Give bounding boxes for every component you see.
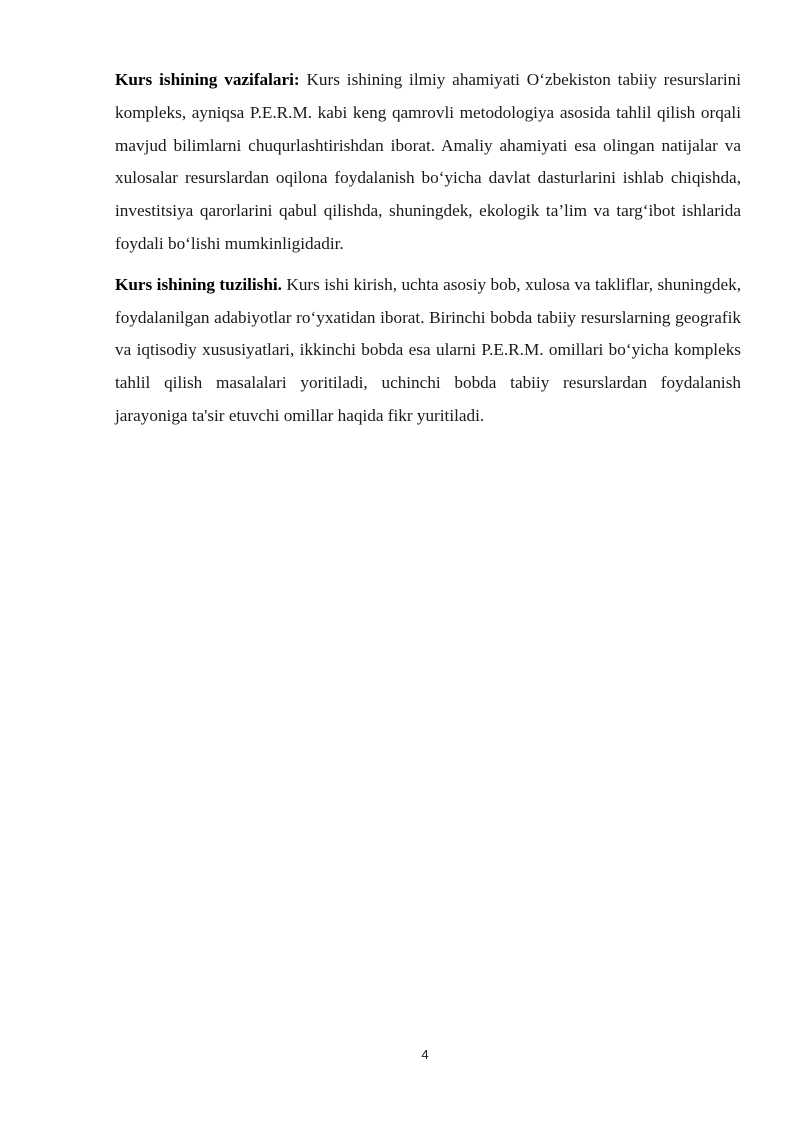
paragraph-heading-tasks: Kurs ishining vazifalari:: [115, 70, 300, 89]
paragraph-text-tasks: Kurs ishining ilmiy ahamiyati O‘zbekiston tabiiy resurslarini kompleks, ayniqsa P.E.R.M. kabi keng qamrovli metodologiya asosida tahlil qilish orqali mavjud bilimlarni chuqurlashtirishdan iborat. Amaliy ahamiyati esa olingan natijalar va xulosalar resurslardan oqilona foydalanish bo‘yicha davlat dasturlarini ishlab chiqishda, investitsiya qarorlarini qabul qilishda, shuningdek, ekologik ta’lim va targ‘ibot ishlarida foydali bo‘lishi mumkinligidadir.: [115, 70, 741, 253]
paragraph-tasks: [115, 64, 741, 261]
paragraph-text-structure: Kurs ishi kirish, uchta asosiy bob, xulosa va takliflar, shuningdek, foydalanilgan adabiyotlar ro‘yxatidan iborat. Birinchi bobda tabiiy resurslarning geografik va iqtisodiy xususiyatlari, ikkinchi bobda esa ularni P.E.R.M. omillari bo‘yicha kompleks tahlil qilish masalalari yoritiladi, uchinchi bobda tabiiy resurslardan foydalanish jarayoniga ta'sir etuvchi omillar haqida fikr yuritiladi.: [115, 274, 741, 425]
page-number: 4: [421, 1047, 429, 1062]
document-body: [115, 64, 741, 433]
paragraph-heading-structure: Kurs ishining tuzilishi.: [115, 274, 282, 294]
paragraph-structure: [115, 269, 741, 433]
